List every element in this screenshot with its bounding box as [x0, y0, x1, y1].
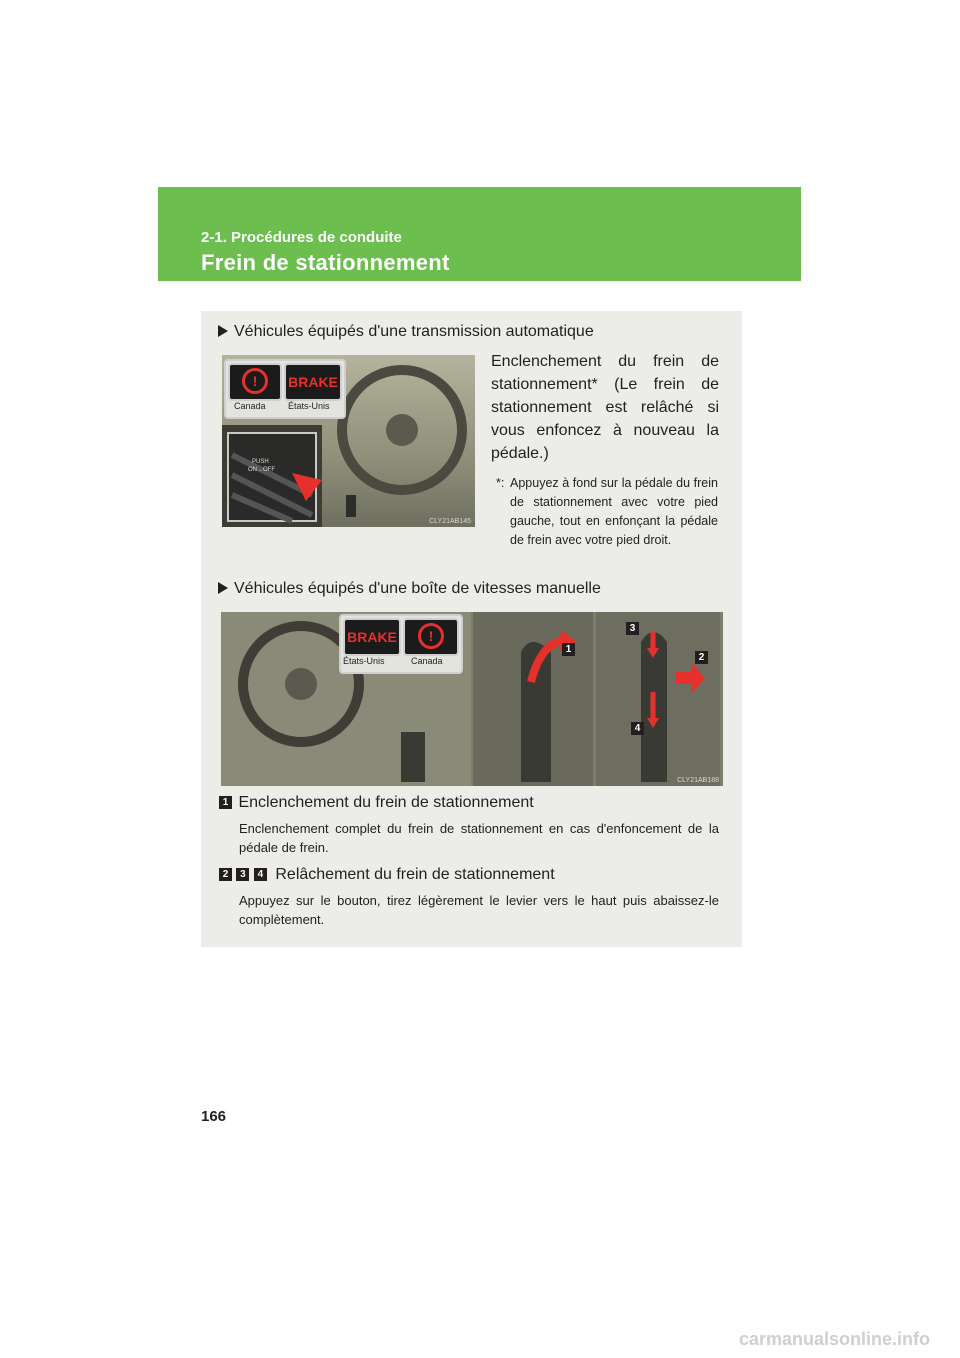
marker-2: 2 — [695, 649, 708, 667]
image-code: CLY21AB145 — [429, 518, 471, 525]
manual-photo — [221, 612, 723, 786]
item-2-text: Appuyez sur le bouton, tirez légèrement le levier vers le haut puis abaissez-le complètement. — [239, 893, 719, 927]
note-text: Appuyez à fond sur la pédale du frein de stationnement avec votre pied gauche, tout en enfonçant la pédale de frein avec votre pied droit. — [510, 476, 718, 547]
item-1-heading: 1 Enclenchement du frein de stationnement — [219, 794, 534, 812]
auto-description: Enclenchement du frein de stationnement* (Le frein de stationnement est relâché si vous enfoncez à nouveau la pédale.) — [491, 353, 719, 462]
auto-note — [496, 474, 718, 550]
page-title: Frein de stationnement — [201, 250, 450, 275]
canada-lamp — [403, 618, 459, 656]
marker-3: 3 — [626, 620, 639, 638]
brake-circle-icon: ! — [242, 368, 268, 394]
label-canada: Canada — [411, 656, 443, 666]
number-badge: 1 — [219, 796, 232, 809]
marker-1: 1 — [562, 641, 575, 659]
item-2-heading: 2 3 4 Relâchement du frein de stationnement — [219, 866, 555, 884]
cockpit-illustration — [221, 612, 723, 786]
page-number: 166 — [201, 1108, 227, 1125]
note-marker: *: — [496, 476, 505, 490]
auto-heading: Véhicules équipés d'une transmission automatique — [218, 323, 594, 341]
watermark: carmanualsonline.info — [738, 1329, 930, 1349]
number-badge: 3 — [236, 868, 249, 881]
pedal-text-onoff: ON→OFF — [248, 467, 275, 473]
auto-photo — [222, 355, 475, 527]
section-label: 2-1. Procédures de conduite — [201, 229, 402, 246]
label-canada: Canada — [234, 401, 266, 411]
label-usa: États-Unis — [343, 656, 385, 666]
brake-circle-icon: ! — [418, 623, 444, 649]
pedal-text-push: PUSH — [252, 459, 269, 465]
bullet-arrow-icon — [218, 582, 228, 594]
usa-lamp: BRAKE — [284, 363, 342, 401]
item-1-text: Enclenchement complet du frein de stationnement en cas d'enfoncement de la pédale de frein. — [239, 821, 719, 855]
manual-heading: Véhicules équipés d'une boîte de vitesses manuelle — [218, 580, 601, 598]
usa-lamp: BRAKE — [343, 618, 401, 656]
marker-4: 4 — [631, 720, 644, 738]
number-badge: 4 — [254, 868, 267, 881]
image-code: CLY21AB188 — [677, 777, 719, 784]
number-badge: 2 — [219, 868, 232, 881]
canada-lamp — [228, 363, 282, 401]
bullet-arrow-icon — [218, 325, 228, 337]
label-usa: États-Unis — [288, 401, 330, 411]
